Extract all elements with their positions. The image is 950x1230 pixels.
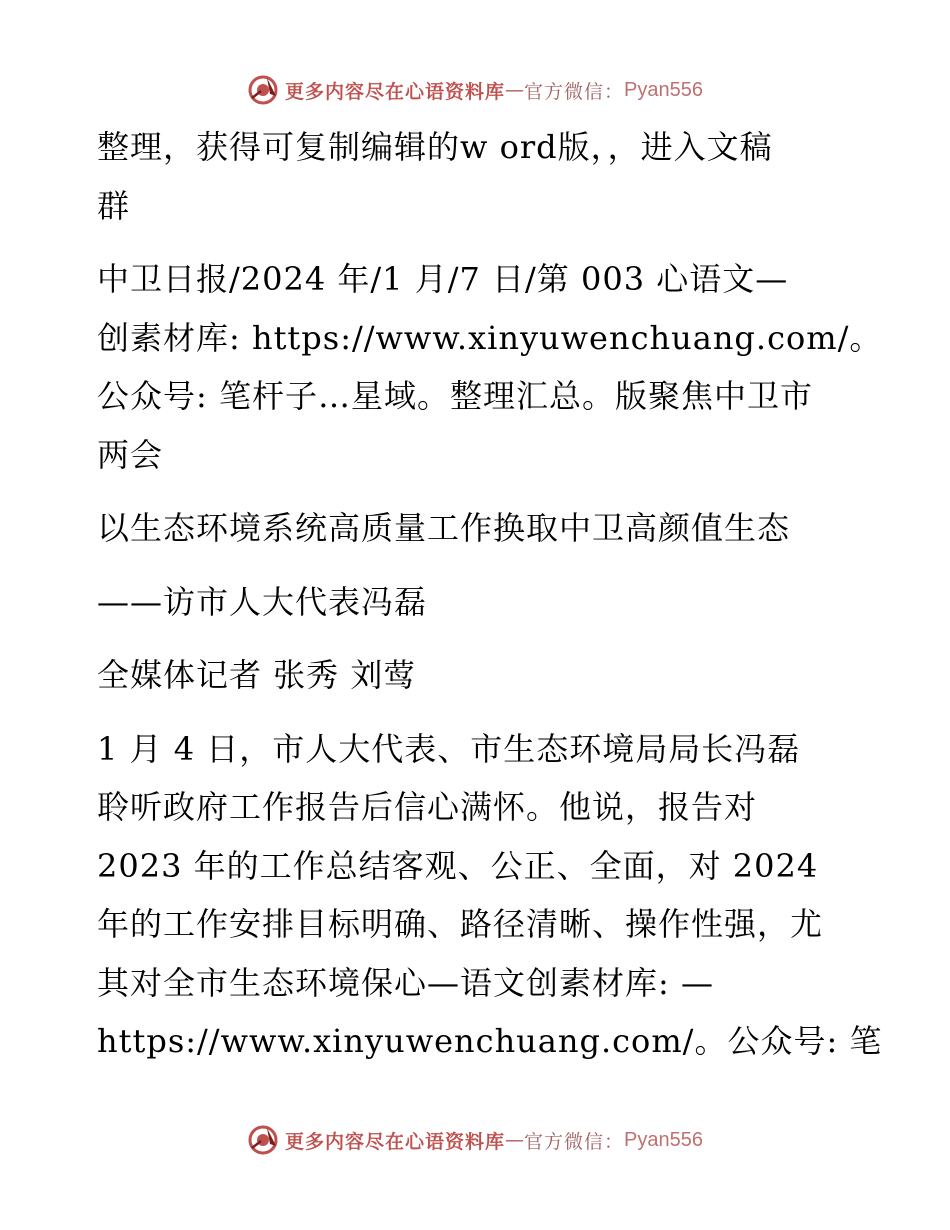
text-line: 以生态环境系统高质量工作换取中卫高颜值生态 [97, 509, 791, 547]
text-line: 公众号: 笔杆子…星域。整理汇总。版聚焦中卫市 [97, 377, 813, 415]
banner-wechat-id: Pyan556 [624, 1128, 703, 1151]
header-banner [0, 70, 950, 110]
paragraph-body [97, 720, 883, 1071]
article-title [97, 499, 857, 558]
text-line: 1 月 4 日，市人大代表、市生态环境局局长冯磊 [97, 729, 801, 768]
banner-separator: — [505, 1129, 525, 1151]
banner-brand-text: 更多内容尽在心语资料库 [285, 1130, 506, 1153]
banner-wechat-id: Pyan556 [624, 78, 703, 101]
paragraph-source [97, 250, 883, 484]
text-line: 全媒体记者 张秀 刘莺 [97, 656, 417, 694]
text-line: 聆听政府工作报告后信心满怀。他说，报告对 [97, 788, 758, 826]
text-line: ——访市人大代表冯磊 [97, 582, 428, 621]
text-line: 2023 年的工作总结客观、公正、全面，对 2024 [97, 846, 819, 885]
text-line: 群 [97, 186, 131, 225]
banner-brand-text: 更多内容尽在心语资料库 [285, 80, 506, 103]
text-line: 整理，获得可复制编辑的w ord版，，进入文稿 [97, 128, 773, 166]
paragraph-intro [97, 118, 857, 235]
text-line: https://www.xinyuwenchuang.com/。公众号: 笔 [97, 1022, 883, 1060]
banner-separator: — [505, 79, 525, 101]
document-body [97, 118, 883, 1071]
banner-wechat-label: 官方微信： [524, 1130, 625, 1153]
text-line: 中卫日报/2024 年/1 月/7 日/第 003 心语文— [97, 260, 789, 298]
banner-wechat-label: 官方微信： [524, 80, 625, 103]
article-subtitle [97, 573, 857, 632]
text-line: 年的工作安排目标明确、路径清晰、操作性强，尤 [97, 905, 824, 943]
text-line: 其对全市生态环境保心—语文创素材库: — [97, 963, 714, 1002]
footer-banner [0, 1120, 950, 1160]
pen-logo-icon [247, 74, 279, 106]
text-line: 创素材库: https://www.xinyuwenchuang.com/。 [97, 318, 883, 357]
text-line: 两会 [97, 435, 164, 474]
article-byline [97, 646, 857, 705]
pen-logo-icon [247, 1124, 279, 1156]
